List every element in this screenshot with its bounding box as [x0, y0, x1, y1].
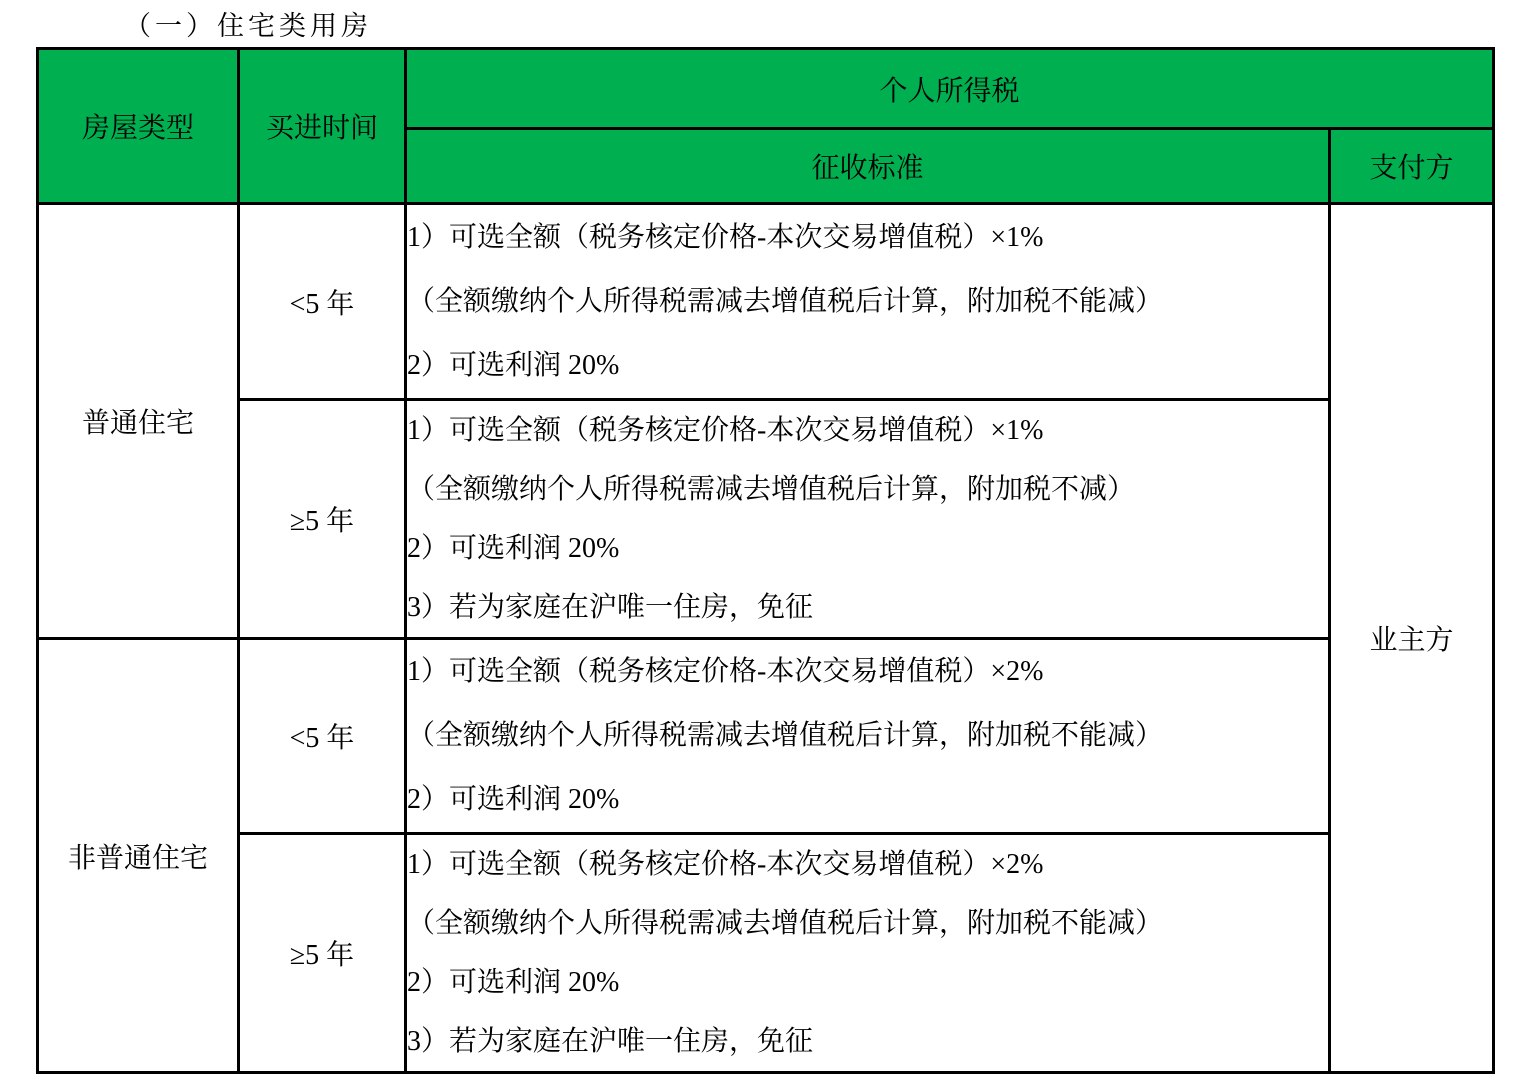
cell-house-type-nonordinary: 非普通住宅 [38, 639, 239, 1073]
table-row-ordinary-lt5 [38, 204, 1494, 400]
standard-line: 1）可选全额（税务核定价格-本次交易增值税）×1% [407, 415, 1044, 446]
standard-line: 2）可选利润 20% [407, 784, 620, 815]
cell-time-ge5: ≥5 年 [239, 400, 406, 639]
cell-standard-ordinary-ge5 [406, 400, 1330, 639]
cell-time-ge5: ≥5 年 [239, 834, 406, 1073]
cell-standard-nonordinary-lt5 [406, 639, 1330, 834]
header-payer: 支付方 [1330, 129, 1494, 204]
standard-line: 2）可选利润 20% [407, 967, 620, 998]
cell-standard-nonordinary-ge5 [406, 834, 1330, 1073]
standard-line: 2）可选利润 20% [407, 349, 620, 381]
standard-line: 3）若为家庭在沪唯一住房，免征 [407, 592, 814, 623]
income-tax-table [36, 47, 1495, 1074]
header-purchase-time: 买进时间 [239, 49, 406, 204]
standard-line: （全额缴纳个人所得税需减去增值税后计算，附加税不能减） [407, 285, 1164, 317]
table-header-row-1 [38, 49, 1494, 129]
cell-house-type-ordinary: 普通住宅 [38, 204, 239, 639]
section-title: （一）住宅类用房 [124, 11, 372, 41]
standard-line: 1）可选全额（税务核定价格-本次交易增值税）×2% [407, 656, 1044, 687]
table-row-nonordinary-lt5 [38, 639, 1494, 834]
header-collection-standard: 征收标准 [406, 129, 1330, 204]
cell-time-lt5: <5 年 [239, 639, 406, 834]
cell-standard-ordinary-lt5 [406, 204, 1330, 400]
standard-line: 3）若为家庭在沪唯一住房，免征 [407, 1026, 814, 1057]
standard-line: 1）可选全额（税务核定价格-本次交易增值税）×1% [407, 221, 1044, 253]
standard-line: （全额缴纳个人所得税需减去增值税后计算，附加税不减） [407, 474, 1136, 505]
standard-line: 1）可选全额（税务核定价格-本次交易增值税）×2% [407, 849, 1044, 880]
standard-line: （全额缴纳个人所得税需减去增值税后计算，附加税不能减） [407, 908, 1164, 939]
header-house-type: 房屋类型 [38, 49, 239, 204]
standard-line: （全额缴纳个人所得税需减去增值税后计算，附加税不能减） [407, 720, 1164, 751]
header-personal-income-tax: 个人所得税 [406, 49, 1494, 129]
table-row-nonordinary-ge5 [38, 834, 1494, 1073]
cell-time-lt5: <5 年 [239, 204, 406, 400]
standard-line: 2）可选利润 20% [407, 533, 620, 564]
table-row-ordinary-ge5 [38, 400, 1494, 639]
cell-payer-value: 业主方 [1330, 204, 1494, 1073]
